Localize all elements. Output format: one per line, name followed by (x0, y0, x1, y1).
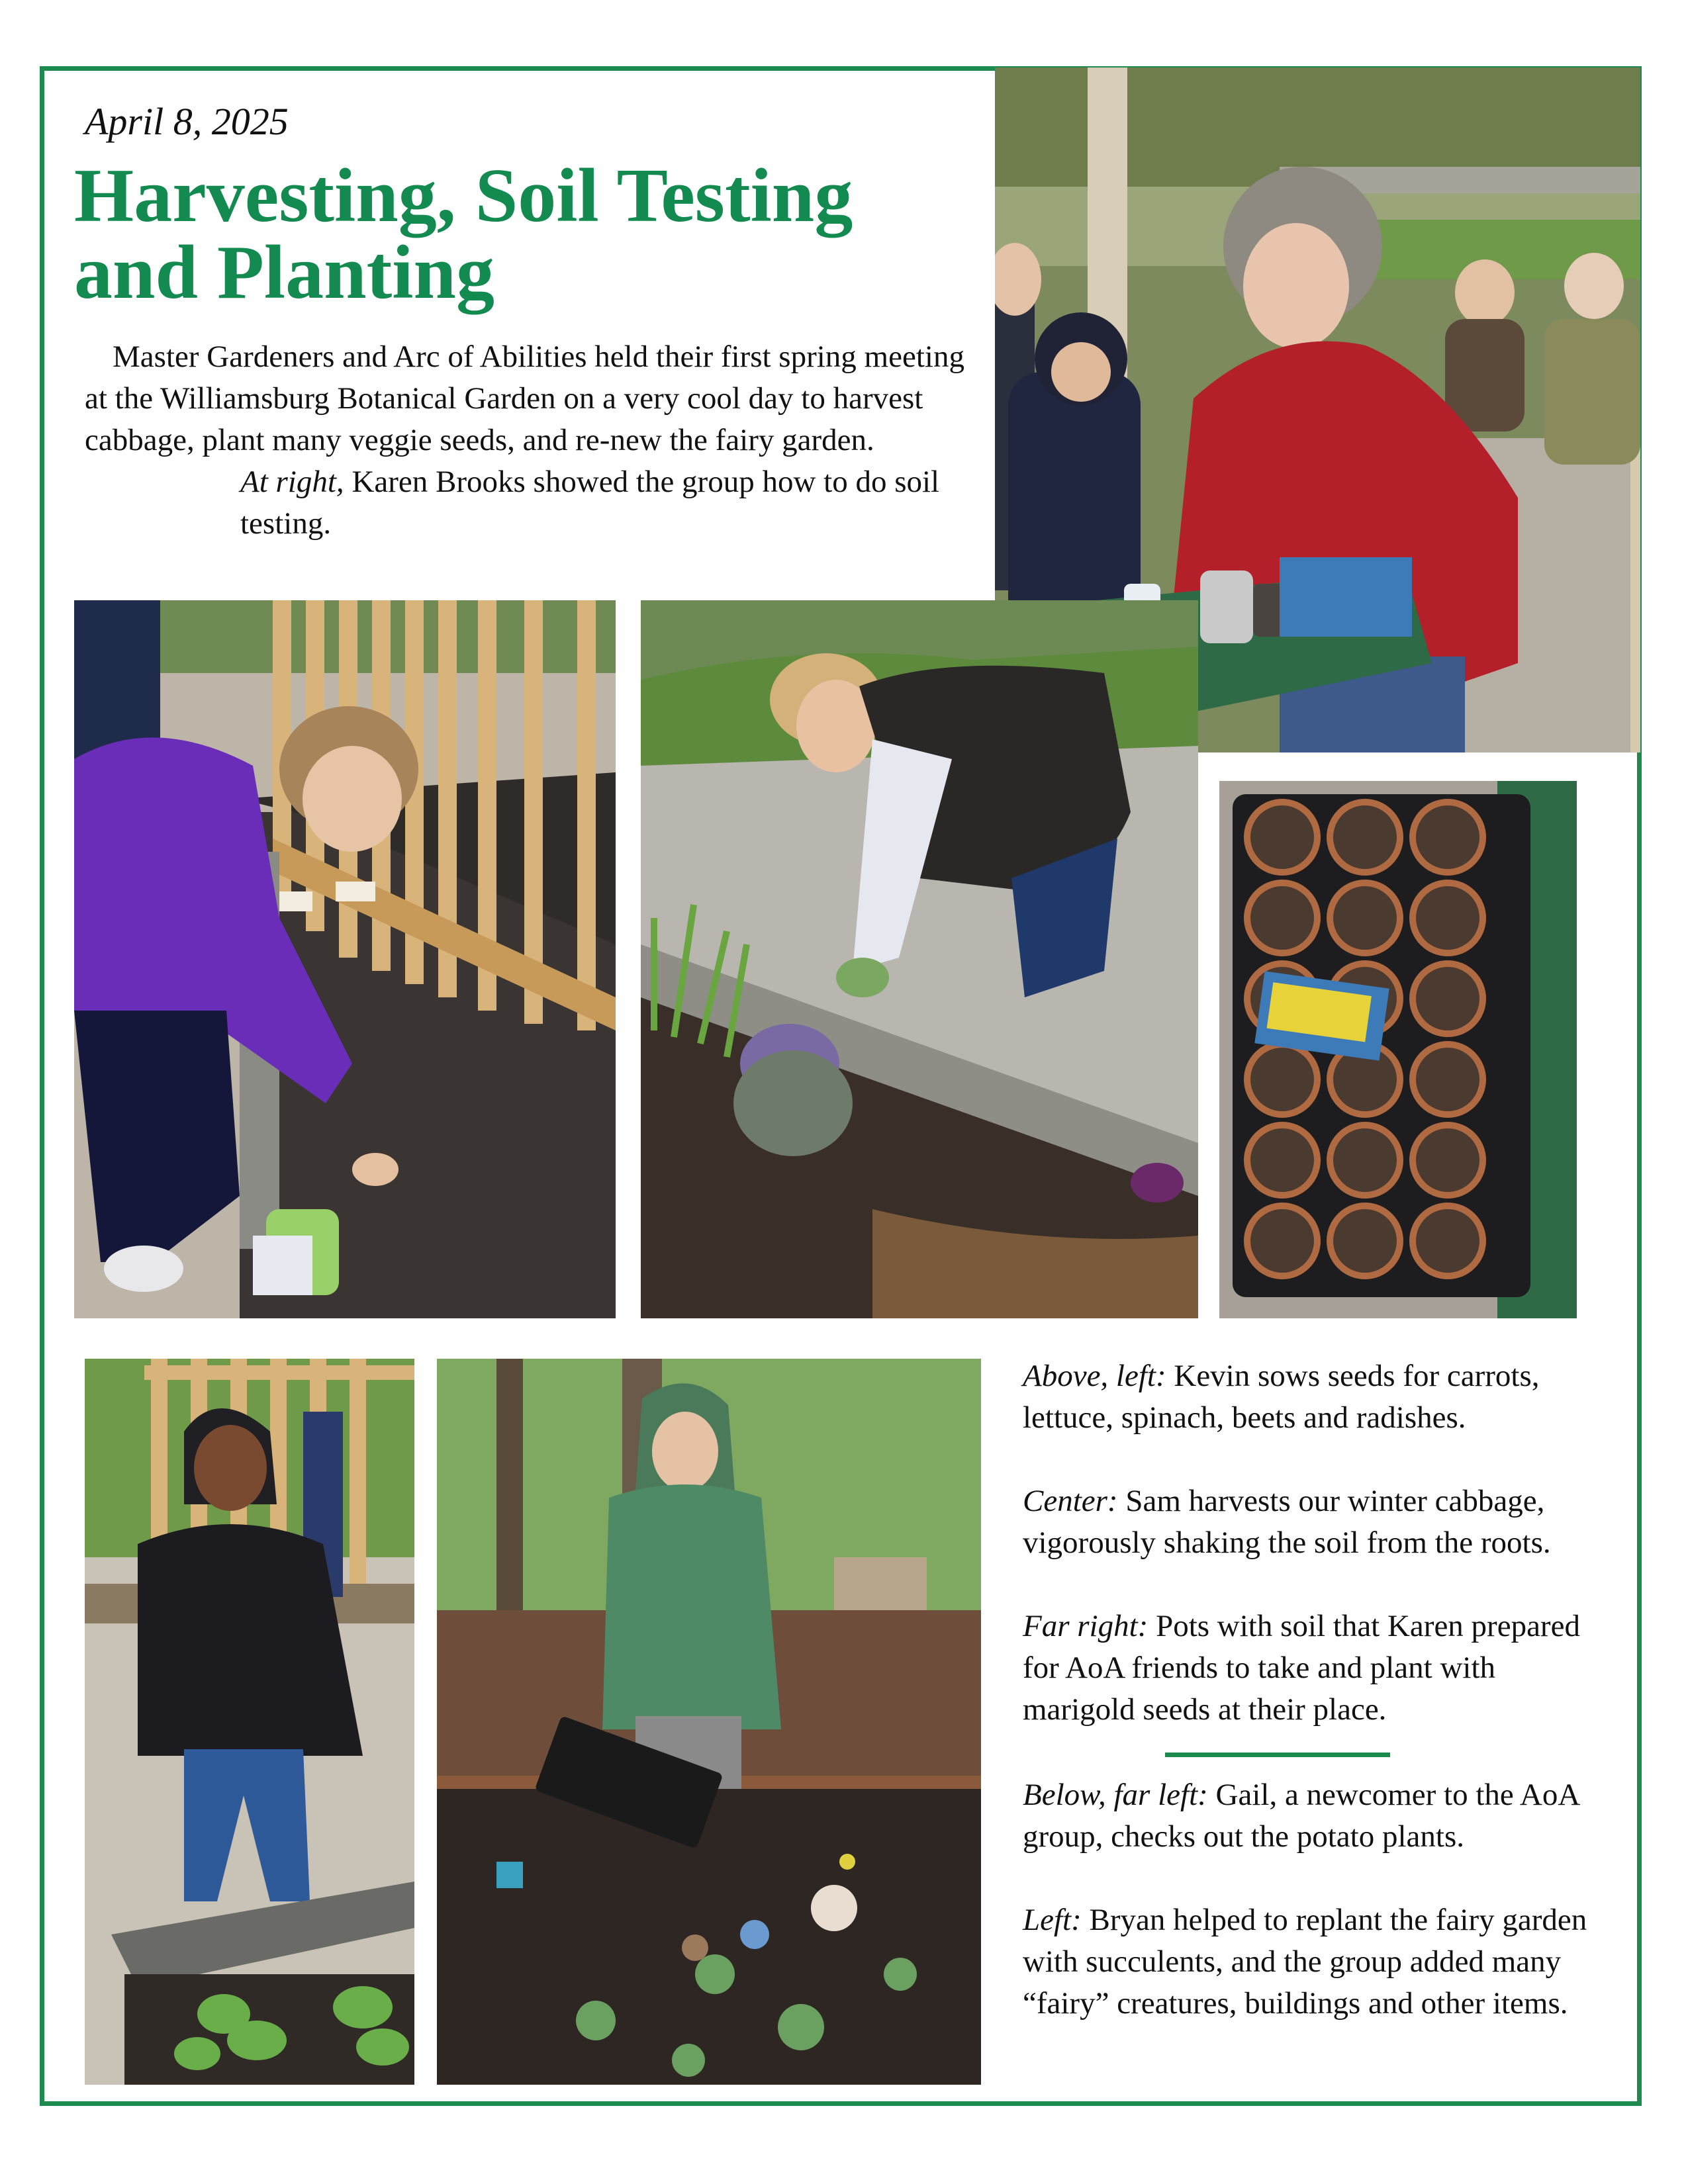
pot-soil (1250, 1209, 1314, 1273)
at-right-text: Karen Brooks showed the group how to do soil testing. (240, 465, 940, 541)
caption-label: Center: (1023, 1484, 1118, 1518)
caption-label: Above, left: (1023, 1359, 1166, 1393)
caption-center (1023, 1480, 1605, 1564)
pot-soil (1250, 886, 1314, 950)
caption-divider (1165, 1752, 1390, 1757)
pot-soil (1416, 967, 1479, 1030)
photo-kevin-sowing-seeds (74, 600, 616, 1318)
caption-label: Far right: (1023, 1609, 1149, 1643)
pot-soil (1333, 886, 1397, 950)
intro-paragraph: Master Gardeners and Arc of Abilities held their first spring meeting at the Williamsburg Botanical Garden on a very cool day to harvest cabbage, plant many veggie seeds, and re-new the fairy garden. (85, 340, 964, 457)
intro-at-right (240, 461, 965, 545)
caption-label: Left: (1023, 1903, 1082, 1937)
pot-soil (1333, 1128, 1397, 1192)
pot-soil (1416, 886, 1479, 950)
pot-soil (1333, 805, 1397, 869)
article-date: April 8, 2025 (85, 100, 289, 143)
photo-sam-harvesting-cabbage (641, 600, 1198, 1318)
caption-text: Bryan helped to replant the fairy garden with succulents, and the group added many “fairy” creatures, buildings and other items. (1023, 1903, 1587, 2021)
caption-far-right (1023, 1606, 1605, 1731)
pot-soil (1416, 1128, 1479, 1192)
photo-gail-potato-plants (85, 1359, 414, 2085)
caption-left (1023, 1899, 1605, 2025)
photo-bryan-fairy-garden (437, 1359, 981, 2085)
at-right-label: At right, (240, 465, 344, 499)
caption-text: Sam harvests our winter cabbage, vigorously shaking the soil from the roots. (1023, 1484, 1551, 1560)
pot-soil (1250, 805, 1314, 869)
pot-soil (1250, 1128, 1314, 1192)
intro-text (85, 336, 965, 545)
caption-text: Pots with soil that Karen prepared for AoA friends to take and plant with marigold seeds at their place. (1023, 1609, 1580, 1727)
pot-soil (1333, 1209, 1397, 1273)
caption-text: Kevin sows seeds for carrots, lettuce, spinach, beets and radishes. (1023, 1359, 1540, 1435)
article-title: Harvesting, Soil Testing and Planting (74, 154, 853, 315)
photo-captions (1023, 1355, 1605, 2066)
caption-above-left (1023, 1355, 1605, 1439)
pot-soil (1416, 1048, 1479, 1111)
caption-below-far-left (1023, 1774, 1605, 1858)
caption-label: Below, far left: (1023, 1778, 1208, 1812)
pot-soil (1416, 1209, 1479, 1273)
photo-pots-with-soil (1219, 781, 1577, 1318)
pot-soil (1250, 1048, 1314, 1111)
pot-soil (1416, 805, 1479, 869)
caption-text: Gail, a newcomer to the AoA group, checks out the potato plants. (1023, 1778, 1579, 1854)
